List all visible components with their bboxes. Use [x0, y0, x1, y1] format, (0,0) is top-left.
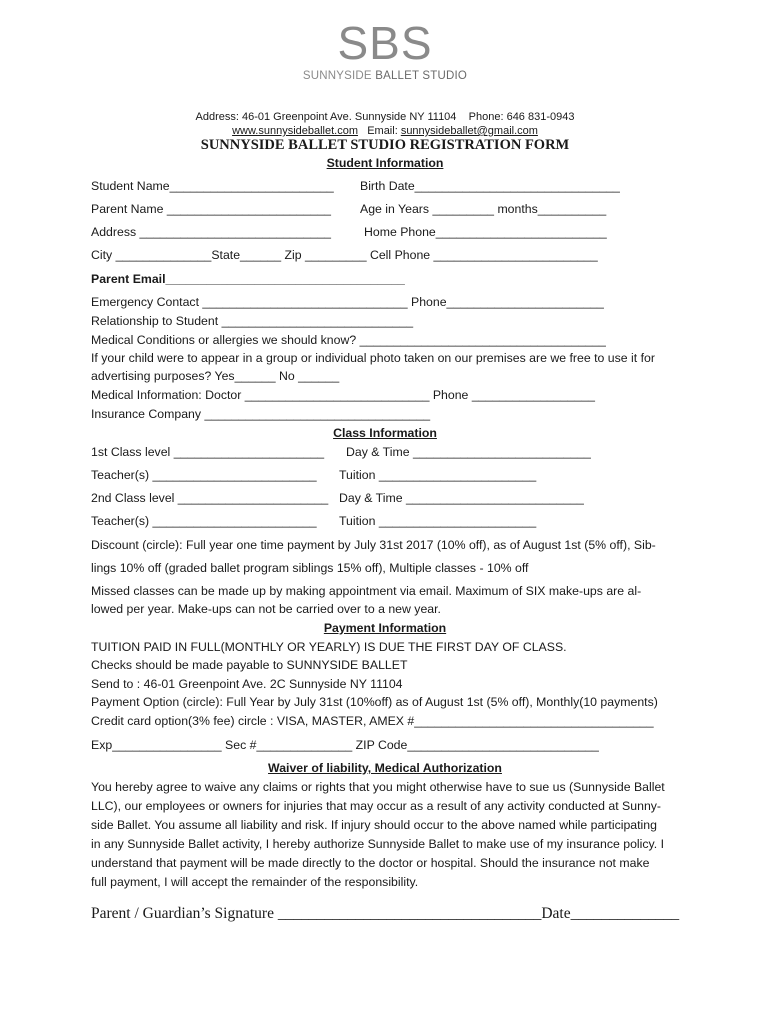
tuition-due-notice: TUITION PAID IN FULL(MONTHLY OR YEARLY) IS DUE THE FIRST DAY OF CLASS. [91, 640, 567, 654]
photo-consent-line1: If your child were to appear in a group or individual photo taken on our premises are we free to use it for [91, 351, 655, 365]
waiver-line: understand that payment will be made directly to the doctor or hospital. Should the insurance not make [91, 856, 650, 870]
payment-option-text[interactable]: Payment Option (circle): Full Year by July 31st (10%off) as of August 1st (5% off), Monthly(10 payments) [91, 695, 658, 709]
photo-consent-line2[interactable]: advertising purposes? Yes______ No ______ [91, 369, 340, 383]
waiver-line: full payment, I will accept the remainder of the responsibility. [91, 875, 419, 889]
missed-classes-line2: lowed per year. Make-ups can not be carried over to a new year. [91, 602, 441, 616]
waiver-line: in any Sunnyside Ballet activity, I hereby authorize Sunnyside Ballet to make use of my insurance policy. I [91, 837, 665, 851]
medical-info-field[interactable]: Medical Information: Doctor ___________________________ Phone __________________ [91, 388, 595, 402]
header-address: Address: 46-01 Greenpoint Ave. Sunnyside NY 11104 [195, 111, 457, 123]
email-label: Email: [367, 125, 398, 137]
send-to-text: Send to : 46-01 Greenpoint Ave. 2C Sunnyside NY 11104 [91, 677, 403, 691]
student-name-field[interactable]: Student Name________________________ [91, 179, 334, 193]
logo-mark: SBS [337, 17, 433, 69]
missed-classes-line1: Missed classes can be made up by making appointment via email. Maximum of SIX make-ups are al- [91, 584, 642, 598]
waiver-heading: Waiver of liability, Medical Authorization [268, 761, 502, 775]
teacher1-field[interactable]: Teacher(s) ________________________ [91, 468, 317, 482]
parent-name-field[interactable]: Parent Name ________________________ [91, 202, 331, 216]
city-state-zip-field[interactable]: City ______________State______ Zip _________ Cell Phone ________________________ [91, 248, 598, 262]
credit-card-field[interactable]: Credit card option(3% fee) circle : VISA, MASTER, AMEX #___________________________________ [91, 714, 654, 728]
form-title: SUNNYSIDE BALLET STUDIO REGISTRATION FORM [200, 137, 570, 153]
logo-subtitle [0, 70, 770, 82]
class2-level-field[interactable]: 2nd Class level ______________________ [91, 491, 329, 505]
waiver-line: side Ballet. You assume all liability and risk. If injury should occur to the above named while participating [91, 818, 657, 832]
class-info-heading: Class Information [333, 426, 437, 440]
tuition2-field[interactable]: Tuition _______________________ [339, 514, 537, 528]
signature-line[interactable]: Parent / Guardian’s Signature __________________________________Date______________ [91, 905, 680, 922]
relationship-field[interactable]: Relationship to Student ____________________________ [91, 314, 414, 328]
discount-line1: Discount (circle): Full year one time payment by July 31st 2017 (10% off), as of August 1st (5% off), Sib- [91, 538, 656, 552]
class2-day-field[interactable]: Day & Time __________________________ [339, 491, 584, 505]
teacher2-field[interactable]: Teacher(s) ________________________ [91, 514, 317, 528]
medical-conditions-field[interactable]: Medical Conditions or allergies we should know? ____________________________________ [91, 333, 606, 347]
waiver-text [91, 778, 691, 892]
card-details-field[interactable]: Exp________________ Sec #______________ ZIP Code____________________________ [91, 738, 599, 752]
checks-payable-text: Checks should be made payable to SUNNYSIDE BALLET [91, 658, 408, 672]
student-info-heading: Student Information [326, 156, 444, 170]
waiver-line: LLC), our employees or owners for injuries that may occur as a result of any activity conducted at Sunny- [91, 799, 662, 813]
tuition1-field[interactable]: Tuition _______________________ [339, 468, 537, 482]
birth-date-field[interactable]: Birth Date______________________________ [360, 179, 620, 193]
email-link[interactable]: sunnysideballet@gmail.com [400, 125, 538, 137]
insurance-field[interactable]: Insurance Company _________________________________ [91, 407, 431, 421]
class1-level-field[interactable]: 1st Class level ______________________ [91, 445, 325, 459]
studio-logo [0, 17, 770, 82]
age-field[interactable]: Age in Years _________ months__________ [360, 202, 607, 216]
header-phone: Phone: 646 831-0943 [468, 111, 575, 123]
website-link[interactable]: www.sunnysideballet.com [232, 125, 359, 137]
address-field[interactable]: Address ____________________________ [91, 225, 332, 239]
parent-email-field[interactable]: Parent Email___________________________________ [91, 272, 405, 286]
class1-day-field[interactable]: Day & Time __________________________ [346, 445, 591, 459]
waiver-line: You hereby agree to waive any claims or rights that you might otherwise have to sue us (Sunnyside Ballet [91, 780, 665, 794]
payment-info-heading: Payment Information [323, 621, 447, 635]
logo-sub-right: BALLET STUDIO [375, 70, 468, 82]
emergency-contact-field[interactable]: Emergency Contact ______________________________ Phone_______________________ [91, 295, 604, 309]
header-address-line [0, 110, 770, 125]
logo-sub-left: SUNNYSIDE [302, 70, 376, 82]
home-phone-field[interactable]: Home Phone_________________________ [364, 225, 607, 239]
discount-line2: lings 10% off (graded ballet program siblings 15% off), Multiple classes - 10% off [91, 561, 529, 575]
